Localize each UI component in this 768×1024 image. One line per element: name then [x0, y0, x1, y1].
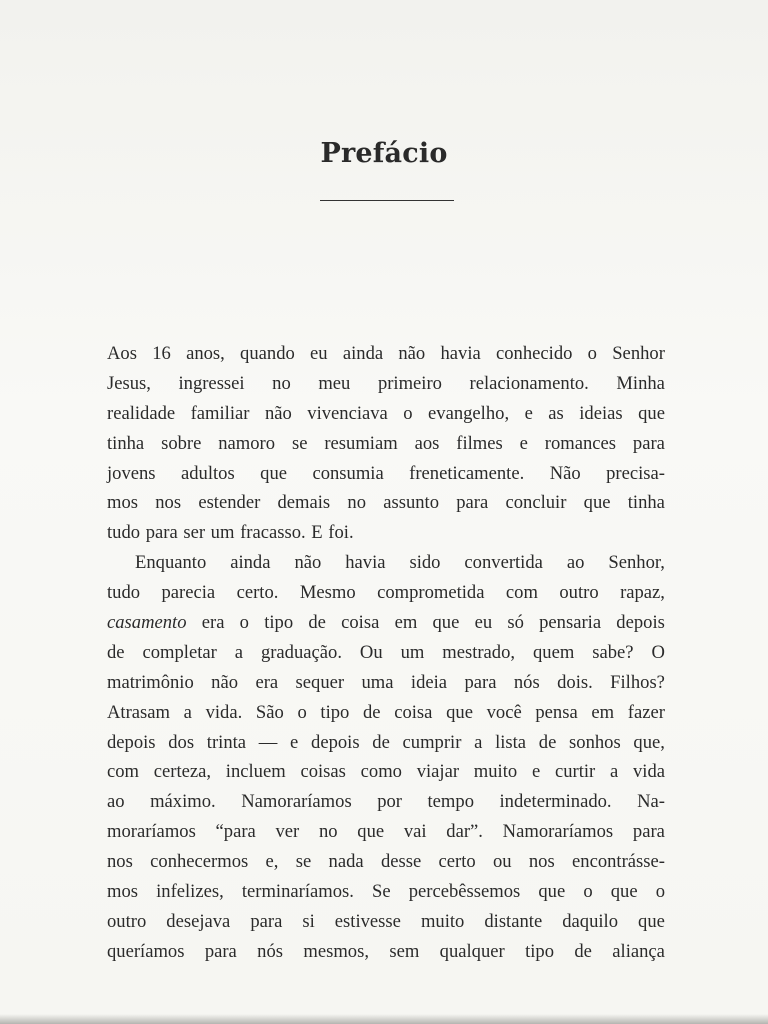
word: se — [291, 432, 308, 454]
word: freneticamente. — [409, 462, 525, 484]
word: para — [204, 940, 237, 962]
word: ideia — [410, 671, 448, 693]
word: ou — [492, 851, 512, 873]
word: a — [474, 731, 483, 753]
word: coisa — [341, 612, 380, 634]
word: resumiam — [324, 432, 398, 454]
word: certo — [438, 851, 476, 873]
word: ingressei — [178, 372, 245, 394]
word: precisa- — [606, 462, 665, 484]
word: o — [655, 881, 665, 903]
word: estivesse — [334, 910, 401, 932]
word: Namoraríamos — [241, 791, 352, 813]
page-edge-shadow — [0, 1014, 768, 1024]
word: Senhor, — [608, 552, 665, 574]
word: lista — [495, 731, 527, 753]
word: de — [308, 612, 326, 634]
word: tinha — [107, 432, 145, 454]
word: casamento — [107, 612, 187, 634]
word: — — [258, 731, 278, 753]
word: a — [234, 641, 244, 663]
word: para — [250, 910, 283, 932]
word: de — [372, 731, 390, 753]
word: muito — [473, 761, 518, 783]
word: que — [583, 492, 611, 514]
word: mos — [107, 492, 138, 514]
word: qualquer — [439, 940, 505, 962]
word: ainda — [230, 552, 271, 574]
word: depois — [616, 612, 665, 634]
text-line — [107, 847, 665, 877]
word: dos — [168, 731, 195, 753]
word: completar — [142, 641, 217, 663]
text-line — [107, 339, 665, 369]
word: conhecermos — [150, 851, 249, 873]
text-line — [107, 937, 665, 967]
word: uma — [361, 671, 394, 693]
word: que — [638, 402, 665, 424]
word: sobre — [161, 432, 202, 454]
word: dois. — [557, 671, 593, 693]
word: só — [507, 612, 524, 634]
word: 16 — [152, 343, 171, 364]
word: que — [260, 462, 287, 484]
word: pensa — [535, 701, 578, 723]
word: si — [302, 910, 315, 932]
word: a — [183, 701, 192, 723]
word: não — [294, 552, 322, 574]
word: familiar — [190, 402, 250, 424]
text-line — [107, 459, 665, 489]
word: vai — [403, 821, 427, 843]
text-line — [107, 578, 665, 608]
word: nada — [328, 851, 364, 873]
word: graduação. — [260, 641, 342, 663]
word: era — [201, 612, 225, 634]
word: as — [548, 402, 564, 424]
word: outro — [559, 582, 599, 604]
word: certo. — [236, 582, 279, 604]
word: ideias — [579, 402, 623, 424]
word: vida. — [205, 701, 243, 723]
chapter-title: Prefácio — [320, 138, 448, 169]
word: Na- — [637, 791, 665, 813]
word: o — [239, 612, 249, 634]
word: filmes — [456, 432, 503, 454]
word: eu — [310, 343, 328, 364]
word: tinha — [627, 492, 665, 514]
word: desse — [380, 851, 422, 873]
word: infelizes, — [156, 881, 224, 903]
word: percebêssemos — [408, 881, 521, 903]
word: sido — [409, 552, 441, 574]
word: o — [297, 701, 307, 723]
word: que — [638, 910, 665, 932]
word: outro — [107, 910, 147, 932]
word: se — [295, 851, 312, 873]
word: nos — [528, 851, 555, 873]
word: sonhos — [569, 731, 621, 753]
word: Não — [549, 462, 581, 484]
word: adultos — [180, 462, 235, 484]
word: ao — [566, 552, 585, 574]
word: que — [432, 612, 460, 634]
text-line — [107, 907, 665, 937]
word: para — [632, 821, 665, 843]
word: nos — [107, 851, 133, 873]
word: coisas — [300, 761, 346, 783]
word: você — [486, 701, 522, 723]
word: em — [394, 612, 418, 634]
word: comprometida — [377, 582, 485, 604]
word: nós — [257, 940, 284, 962]
word: relacionamento. — [469, 372, 589, 394]
word: mos — [107, 881, 138, 903]
word: matrimônio — [107, 671, 194, 693]
word: Mesmo — [299, 582, 356, 604]
word: no — [272, 372, 291, 394]
word: e — [519, 432, 528, 454]
word: um — [400, 641, 425, 663]
text-line — [107, 429, 665, 459]
word: eu — [474, 612, 493, 634]
word: que — [538, 881, 566, 903]
text-line — [107, 877, 665, 907]
word: indeterminado. — [499, 791, 612, 813]
word: tudo — [107, 582, 141, 604]
word: incluem — [225, 761, 286, 783]
word: de — [107, 641, 125, 663]
text-line — [107, 817, 665, 847]
word: “para — [215, 821, 256, 843]
word: a — [609, 761, 619, 783]
word: de — [538, 731, 557, 753]
word: namoro — [218, 432, 276, 454]
word: que — [446, 701, 473, 723]
word: Filhos? — [610, 671, 665, 693]
word: encontrásse- — [572, 851, 665, 873]
word: fazer — [627, 701, 665, 723]
word: primeiro — [377, 372, 442, 394]
word: queríamos — [107, 940, 185, 962]
word: romances — [544, 432, 617, 454]
word: quando — [240, 343, 295, 364]
word: curtir — [554, 761, 596, 783]
text-line — [107, 548, 665, 578]
word: ainda — [342, 343, 384, 364]
word: aliança — [612, 940, 665, 962]
word: rapaz, — [620, 582, 665, 604]
word: o — [587, 343, 597, 364]
word: Namoraríamos — [502, 821, 614, 843]
word: tipo — [320, 701, 350, 723]
word: e — [290, 731, 299, 753]
word: conhecido — [496, 343, 573, 364]
word: em — [591, 701, 615, 723]
text-line — [107, 399, 665, 429]
word: Enquanto — [135, 552, 207, 574]
word: quem — [532, 641, 575, 663]
word: anos, — [186, 343, 225, 364]
word: havia — [440, 343, 481, 364]
word: no — [347, 492, 366, 514]
word: desejava — [166, 910, 231, 932]
word: mesmos, — [303, 940, 369, 962]
text-line — [107, 668, 665, 698]
word: no — [318, 821, 338, 843]
word: mestrado, — [442, 641, 516, 663]
word: havia — [345, 552, 386, 574]
word: distante — [484, 910, 543, 932]
word: coisa — [394, 701, 433, 723]
word: certeza, — [153, 761, 212, 783]
word: consumia — [312, 462, 384, 484]
preface-text — [107, 339, 665, 967]
word: de — [574, 940, 592, 962]
word: dar”. — [446, 821, 483, 843]
word: que — [357, 821, 385, 843]
word: o — [403, 402, 413, 424]
word: nós — [513, 671, 540, 693]
word: era — [255, 671, 279, 693]
word: de — [363, 701, 381, 723]
word: não — [211, 671, 239, 693]
text-line — [107, 608, 665, 638]
word: Jesus, — [107, 372, 151, 394]
word: Ou — [359, 641, 383, 663]
word: Minha — [616, 372, 665, 394]
word: Senhor — [612, 343, 665, 364]
word: por — [377, 791, 402, 813]
word: estender — [198, 492, 261, 514]
word: não — [264, 402, 292, 424]
word: com — [107, 761, 140, 783]
title-divider — [320, 200, 454, 201]
word: moraríamos — [107, 821, 196, 843]
word: São — [255, 701, 284, 723]
word: demais — [277, 492, 331, 514]
word: o — [583, 881, 593, 903]
word: realidade — [107, 402, 176, 424]
word: e — [531, 761, 541, 783]
text-line — [107, 728, 665, 758]
word: sabe? — [592, 641, 634, 663]
word: convertida — [464, 552, 543, 574]
word: depois — [311, 731, 360, 753]
word: tipo — [525, 940, 555, 962]
word: jovens — [107, 462, 156, 484]
word: vivenciava — [307, 402, 388, 424]
word: e, — [265, 851, 279, 873]
text-line: tudo para ser um fracasso. E foi. — [107, 522, 354, 544]
text-line — [107, 757, 665, 787]
word: sem — [389, 940, 420, 962]
word: máximo. — [150, 791, 216, 813]
word: tipo — [264, 612, 294, 634]
word: meu — [318, 372, 351, 394]
text-line — [107, 787, 665, 817]
word: concluir — [505, 492, 567, 514]
word: com — [505, 582, 538, 604]
word: ver — [275, 821, 300, 843]
word: Se — [372, 881, 391, 903]
word: Aos — [107, 343, 137, 364]
word: para — [456, 492, 489, 514]
word: Atrasam — [107, 701, 170, 723]
word: O — [651, 641, 665, 663]
word: vida — [632, 761, 665, 783]
word: que — [610, 881, 638, 903]
word: pensaria — [539, 612, 602, 634]
word: parecia — [161, 582, 216, 604]
word: terminaríamos. — [241, 881, 354, 903]
text-line — [107, 698, 665, 728]
word: depois — [107, 731, 156, 753]
word: que, — [633, 731, 665, 753]
word: como — [360, 761, 402, 783]
word: sequer — [295, 671, 345, 693]
word: trinta — [206, 731, 247, 753]
word: aos — [414, 432, 440, 454]
text-line — [107, 638, 665, 668]
word: para — [464, 671, 497, 693]
word: muito — [420, 910, 465, 932]
word: assunto — [383, 492, 440, 514]
word: tempo — [427, 791, 474, 813]
word: cumprir — [402, 731, 462, 753]
word: para — [632, 432, 665, 454]
word: viajar — [416, 761, 460, 783]
word: daquilo — [562, 910, 619, 932]
text-line — [107, 488, 665, 518]
word: não — [398, 343, 426, 364]
word: evangelho, — [428, 402, 510, 424]
text-line — [107, 369, 665, 399]
word: ao — [107, 791, 125, 813]
word: e — [524, 402, 533, 424]
word: nos — [155, 492, 182, 514]
